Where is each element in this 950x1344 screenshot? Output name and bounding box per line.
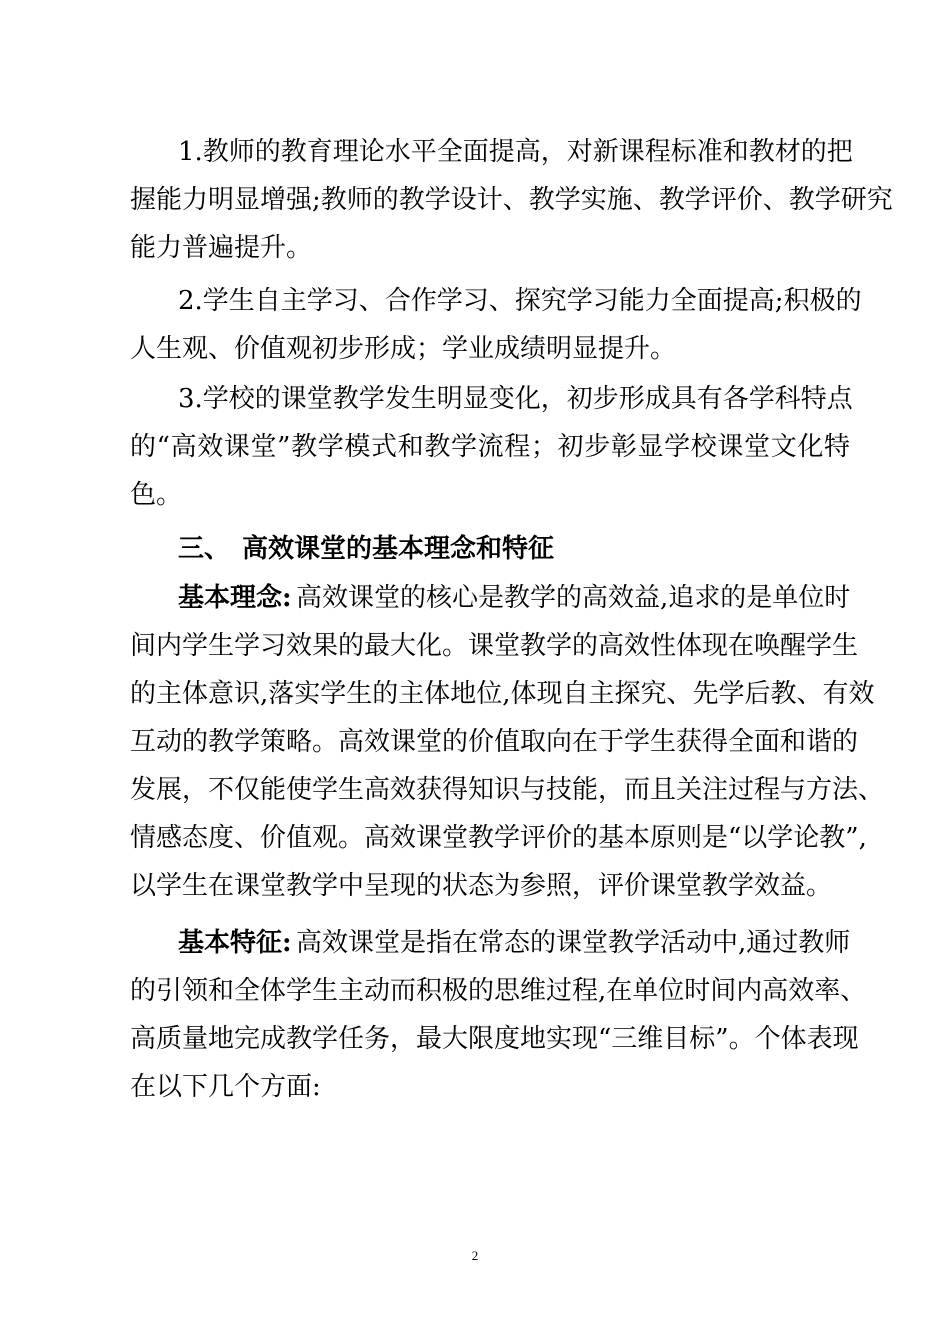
concept-line-7	[0, 868, 950, 904]
text-line: 的主体意识,落实学生的主体地位,体现自主探究、先学后教、有效	[130, 679, 875, 709]
paragraph-3-line-3	[0, 477, 950, 513]
text-line: 色。	[130, 480, 183, 510]
concept-line-5	[0, 772, 950, 808]
text-line: 握能力明显增强;教师的教学设计、教学实施、教学评价、教学研究	[130, 185, 893, 215]
text-line: 1.教师的教育理论水平全面提高，对新课程标准和教材的把	[178, 137, 853, 167]
concept-line-1	[0, 580, 950, 616]
paragraph-1-line-3	[0, 230, 950, 266]
text-line: 高效课堂是指在常态的课堂教学活动中,通过教师	[296, 928, 851, 958]
text-line: 的引领和全体学生主动而积极的思维过程,在单位时间内高效率、	[130, 976, 867, 1006]
paragraph-1-line-2	[0, 182, 950, 218]
page-number: 2	[471, 1248, 479, 1263]
features-line-2	[0, 973, 950, 1009]
text-line: 发展，不仅能使学生高效获得知识与技能，而且关注过程与方法、	[130, 775, 885, 805]
text-line: 3.学校的课堂教学发生明显变化，初步形成具有各学科特点	[178, 384, 853, 414]
text-line: 高效课堂的核心是教学的高效益,追求的是单位时	[296, 583, 851, 613]
text-line: 的“高效课堂”教学模式和教学流程；初步彰显学校课堂文化特	[130, 432, 850, 462]
text-line: 能力普遍提升。	[130, 233, 313, 263]
text-line: 人生观、价值观初步形成；学业成绩明显提升。	[130, 334, 677, 364]
concept-label: 基本理念:	[178, 583, 292, 613]
paragraph-2-line-1	[0, 283, 950, 319]
text-line: 在以下几个方面:	[130, 1072, 321, 1102]
features-line-4	[0, 1069, 950, 1105]
concept-line-2	[0, 628, 950, 664]
text-line: 间内学生学习效果的最大化。课堂教学的高效性体现在唤醒学生	[130, 631, 859, 661]
text-line: 互动的教学策略。高效课堂的价值取向在于学生获得全面和谐的	[130, 727, 859, 757]
section-heading	[0, 531, 950, 567]
text-line: 以学生在课堂教学中呈现的状态为参照，评价课堂教学效益。	[130, 871, 833, 901]
features-line-3	[0, 1021, 950, 1057]
paragraph-3-line-2	[0, 429, 950, 465]
heading-wrap	[178, 531, 778, 567]
paragraph-1-line-1	[0, 134, 950, 170]
paragraph-3-line-1	[0, 381, 950, 417]
text-line: 高质量地完成教学任务，最大限度地实现“三维目标”。个体表现	[130, 1024, 859, 1054]
heading-number: 三、	[178, 534, 231, 564]
paragraph-2-line-2	[0, 331, 950, 367]
concept-line-3	[0, 676, 950, 712]
features-line-1	[0, 925, 950, 961]
heading-text: 高效课堂的基本理念和特征	[242, 534, 555, 564]
text-line: 情感态度、价值观。高效课堂教学评价的基本原则是“以学论教”,	[130, 823, 867, 853]
concept-line-4	[0, 724, 950, 760]
features-label: 基本特征:	[178, 928, 292, 958]
text-line: 2.学生自主学习、合作学习、探究学习能力全面提高;积极的	[178, 286, 862, 316]
concept-line-6	[0, 820, 950, 856]
